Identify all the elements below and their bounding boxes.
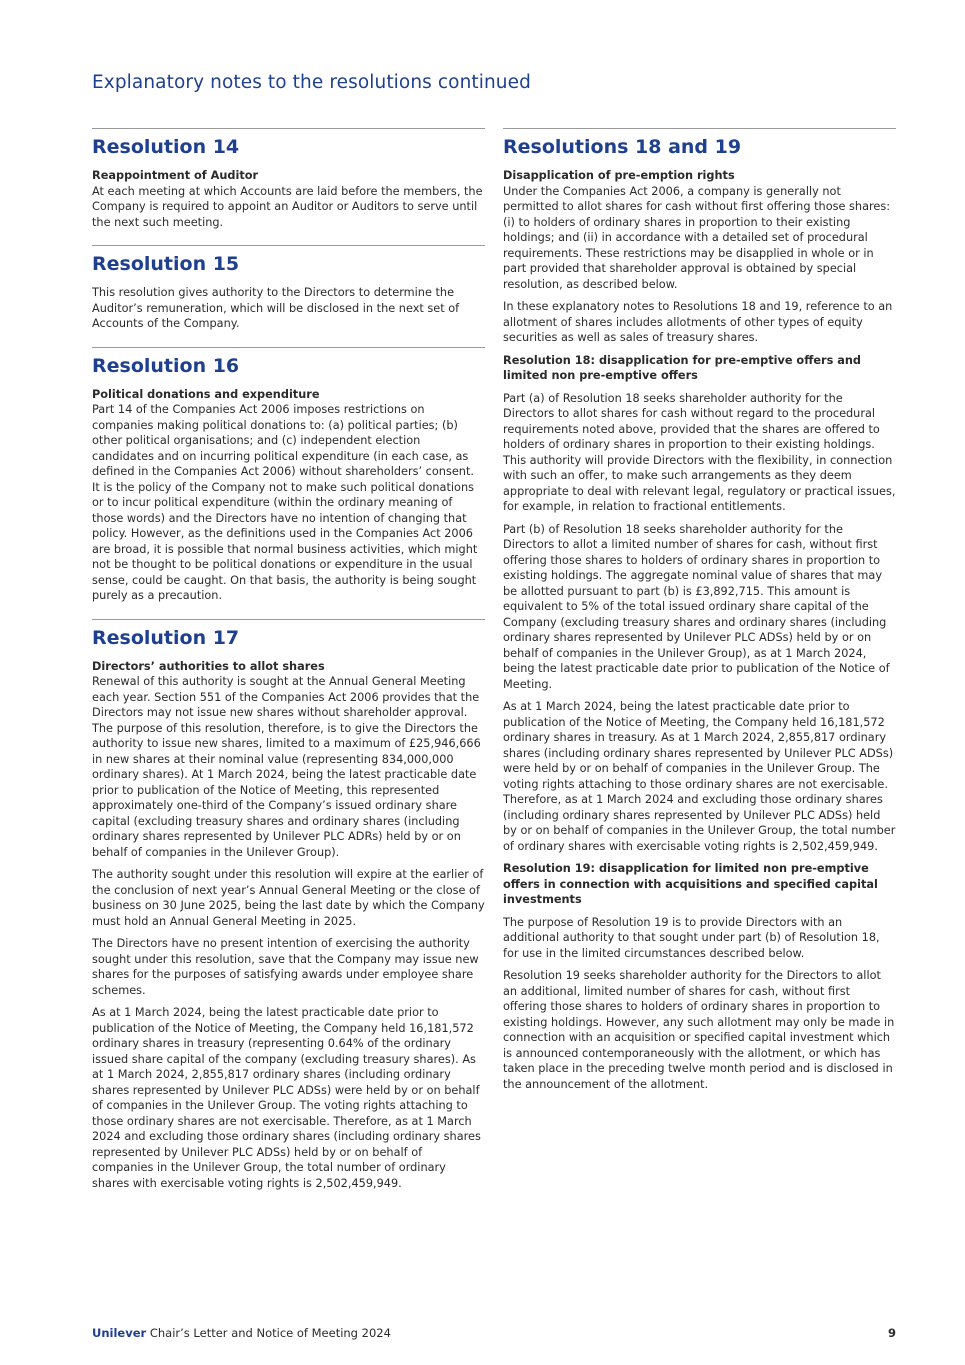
resolution-15-heading: Resolution 15 bbox=[92, 253, 240, 275]
footer-brand: Unilever bbox=[92, 1326, 147, 1340]
resolution-17-paragraph-1: Renewal of this authority is sought at the Annual General Meeting each year. Section 551 of the Companies Act 2006 provides that the Directors may not issue new shares without shareholder approval. The purpose of this resolution, therefore, is to give the Directors the authority to issue new shares, limited to a maximum of £25,946,666 in new shares at their nominal value (representing 834,000,000 ordinary shares). At 1 March 2024, being the latest practicable date prior to publication of the Notice of Meeting, this represented approximately one-third of the Company’s issued ordinary share capital (excluding treasury shares and ordinary shares (including ordinary shares represented by Unilever PLC ADRs) held by or on behalf of companies in the Unilever Group). bbox=[92, 675, 481, 859]
resolution-17-section bbox=[92, 619, 485, 1192]
resolution-17-paragraph-3: The Directors have no present intention of exercising the authority sought under this resolution, save that the Company may issue new shares for the purposes of satisfying awards under employee share schemes. bbox=[92, 937, 479, 997]
resolution-18-paragraph-2: Part (b) of Resolution 18 seeks shareholder authority for the Directors to allot a limited number of shares for cash, without first offering those shares to holders of ordinary shares in proportion to existing holdings. The aggregate nominal value of shares that may be allotted pursuant to part (b) is £3,892,715. This amount is equivalent to 5% of the total issued ordinary share capital of the Company (excluding treasury shares and ordinary shares (including ordinary shares represented by Unilever PLC ADSs) held by or on behalf of companies in the Unilever Group), as at 1 March 2024, being the latest practicable date prior to publication of the Notice of Meeting. bbox=[503, 522, 890, 691]
pre-emption-paragraph-1: Under the Companies Act 2006, a company is generally not permitted to allot shares for cash without first offering those shares: (i) to holders of ordinary shares in proportion to their existing holdings; and (ii) in accordance with a detailed set of procedural requirements. These restrictions may be disapplied in whole or in part provided that shareholder approval is obtained by special resolution, as described below. bbox=[503, 184, 891, 291]
pre-emption-paragraph-2: In these explanatory notes to Resolutions 18 and 19, reference to an allotment of shares includes allotments of other types of equity securities as well as sales of treasury shares. bbox=[503, 300, 893, 344]
page-title: Explanatory notes to the resolutions continued bbox=[92, 72, 531, 93]
resolution-14-section bbox=[92, 128, 485, 230]
resolution-16-subheading: Political donations and expenditure bbox=[92, 387, 320, 401]
resolution-16-paragraph: Part 14 of the Companies Act 2006 imposes restrictions on companies making political donations to: (a) political parties; (b) other political organisations; and (c) independent election candidates and on incurring political expenditure (in each case, as defined in the Companies Act 2006) without shareholders’ consent. It is the policy of the Company not to make such political donations or to incur political expenditure (within the ordinary meaning of those words) and the Directors have no intention of changing that policy. However, as the definitions used in the Companies Act 2006 are broad, it is possible that normal business activities, which might not be thought to be political donations or expenditure in the usual sense, could be caught. On that basis, the authority is being sought purely as a precaution. bbox=[92, 403, 478, 602]
resolutions-18-19-section bbox=[503, 128, 896, 1092]
resolution-14-paragraph: At each meeting at which Accounts are laid before the members, the Company is required to appoint an Auditor or Auditors to serve until the next such meeting. bbox=[92, 184, 483, 229]
resolution-19-paragraph-2: Resolution 19 seeks shareholder authority for the Directors to allot an additional, limited number of shares for cash, without first offering those shares to holders of ordinary shares in proportion to existing holdings. However, any such allotment may only be made in connection with an acquisition or specified capital investment which is announced contemporaneously with the allotment, or which has taken place in the preceding twelve month period and is disclosed in the announcement of the allotment. bbox=[503, 969, 895, 1091]
resolution-17-paragraph-2: The authority sought under this resolution will expire at the earlier of the conclusion of next year’s Annual General Meeting or the close of business on 30 June 2025, being the last date by which the Company must hold an Annual General Meeting in 2025. bbox=[92, 868, 485, 928]
resolution-16-section bbox=[92, 347, 485, 604]
resolution-14-subheading: Reappointment of Auditor bbox=[92, 169, 259, 182]
page-number: 9 bbox=[887, 1326, 896, 1340]
resolution-19-subheading: Resolution 19: disapplication for limited non pre-emptive offers in connection with acquisitions and specified capital investments bbox=[503, 862, 878, 906]
resolution-17-paragraph-4: As at 1 March 2024, being the latest practicable date prior to publication of the Notice of Meeting, the Company held 16,181,572 ordinary shares in treasury (representing 0.64% of the ordinary issued share capital of the company (excluding treasury shares). As at 1 March 2024, 2,855,817 ordinary shares (including ordinary shares represented by Unilever PLC ADSs) were held by or on behalf of companies in the Unilever Group. The voting rights attaching to those ordinary shares are not exercisable. Therefore, as at 1 March 2024 and excluding those ordinary shares (including ordinary shares represented by Unilever PLC ADSs) held by or on behalf of companies in the Unilever Group, the total number of ordinary shares with exercisable voting rights is 2,502,459,949. bbox=[92, 1006, 481, 1190]
page-footer bbox=[92, 1326, 896, 1340]
resolution-18-paragraph-1: Part (a) of Resolution 18 seeks shareholder authority for the Directors to allot shares for cash without regard to the procedural requirements noted above, provided that the shares are offered to holders of ordinary shares in proportion to their existing holdings. This authority will provide Directors with the flexibility, in connection with such an offer, to make such arrangements as they deem appropriate to deal with relevant legal, regulatory or practical issues, for example, in relation to fractional entitlements. bbox=[503, 391, 896, 513]
resolution-17-subheading: Directors’ authorities to allot shares bbox=[92, 659, 325, 673]
resolution-16-heading: Resolution 16 bbox=[92, 354, 240, 377]
resolution-18-paragraph-3: As at 1 March 2024, being the latest practicable date prior to publication of the Notice of Meeting, the Company held 16,181,572 ordinary shares in treasury. As at 1 March 2024, 2,855,817 ordinary shares (including ordinary shares represented by Unilever PLC ADSs) were held by or on behalf of companies in the Unilever Group. The voting rights attaching to those ordinary shares are not exercisable. Therefore, as at 1 March 2024 and excluding those ordinary shares (including ordinary shares represented by Unilever PLC ADSs) held by or on behalf of companies in the Unilever Group, the total number of ordinary shares with exercisable voting rights is 2,502,459,949. bbox=[503, 700, 896, 853]
resolution-18-subheading: Resolution 18: disapplication for pre-emptive offers and limited non pre-emptive offers bbox=[503, 353, 861, 382]
resolution-14-heading: Resolution 14 bbox=[92, 136, 240, 158]
resolutions-18-19-heading: Resolutions 18 and 19 bbox=[503, 136, 742, 158]
resolution-19-paragraph-1: The purpose of Resolution 19 is to provide Directors with an additional authority to that sought under part (b) of Resolution 18, for use in the limited circumstances described below. bbox=[503, 915, 880, 960]
resolution-15-paragraph: This resolution gives authority to the Directors to determine the Auditor’s remuneration, which will be disclosed in the next set of Accounts of the Company. bbox=[92, 286, 460, 330]
footer-title: Chair’s Letter and Notice of Meeting 2024 bbox=[149, 1326, 391, 1340]
resolution-15-section bbox=[92, 245, 485, 332]
right-column bbox=[503, 128, 896, 1099]
pre-emption-subheading: Disapplication of pre-emption rights bbox=[503, 169, 735, 182]
resolution-17-heading: Resolution 17 bbox=[92, 626, 240, 649]
left-column bbox=[92, 128, 485, 1198]
